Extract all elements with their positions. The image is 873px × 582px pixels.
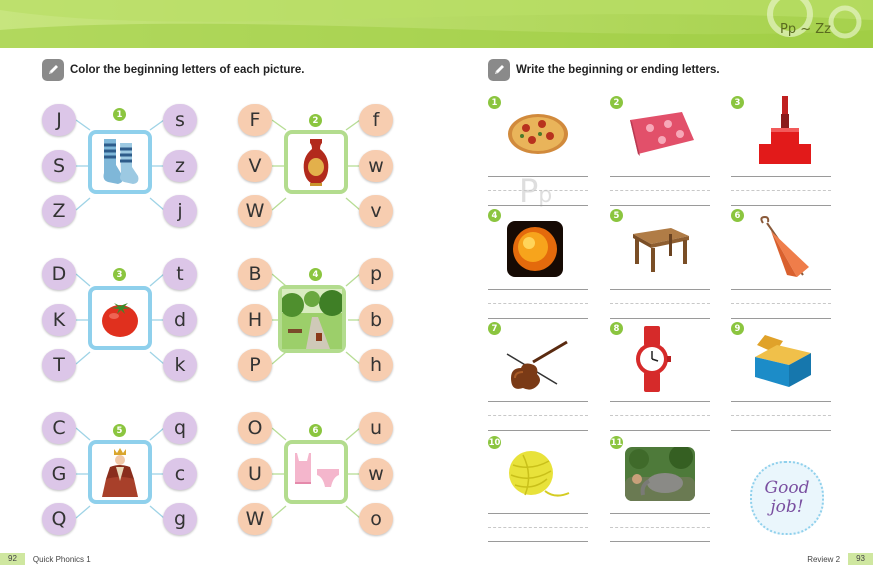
writing-guide	[731, 190, 831, 191]
letter-bubble[interactable]: P	[238, 349, 272, 381]
picture-frame-socks	[88, 130, 152, 194]
example-lower: p	[538, 183, 553, 208]
group-number: 1	[113, 108, 126, 121]
good-job-badge	[750, 461, 824, 535]
writing-line[interactable]	[488, 513, 588, 514]
writing-guide	[610, 415, 710, 416]
picture-watch	[630, 326, 674, 392]
writing-line[interactable]	[610, 513, 710, 514]
letter-bubble[interactable]: F	[238, 104, 272, 136]
picture-box	[748, 330, 814, 390]
item-number: 6	[731, 209, 744, 222]
watch-icon	[632, 326, 672, 392]
writing-line[interactable]	[731, 289, 831, 290]
picture-table	[626, 226, 692, 272]
right-instruction-text: Write the beginning or ending letters.	[516, 64, 720, 76]
picture-frame-park	[278, 285, 346, 353]
writing-guide	[731, 303, 831, 304]
letter-bubble[interactable]: d	[163, 304, 197, 336]
letter-bubble[interactable]: g	[163, 503, 197, 535]
picture-violin	[504, 336, 572, 390]
letter-bubble[interactable]: U	[238, 458, 272, 490]
letter-bubble[interactable]: D	[42, 258, 76, 290]
letter-bubble[interactable]: u	[359, 412, 393, 444]
item-number: 7	[488, 322, 501, 335]
footer-left	[0, 553, 91, 565]
sun-icon	[507, 221, 563, 277]
letter-bubble[interactable]: b	[359, 304, 393, 336]
letter-bubble[interactable]: S	[42, 150, 76, 182]
letter-bubble[interactable]: z	[163, 150, 197, 182]
item-number: 11	[610, 437, 623, 448]
underwear-icon	[291, 449, 341, 495]
letter-bubble[interactable]: o	[359, 503, 393, 535]
table-icon	[627, 226, 691, 272]
letter-bubble[interactable]: B	[238, 258, 272, 290]
badge-line-2: job!	[770, 497, 804, 517]
writing-line[interactable]	[610, 176, 710, 177]
letter-bubble[interactable]: h	[359, 349, 393, 381]
paint-roller-icon	[757, 96, 813, 166]
picture-roller	[756, 96, 814, 166]
item-number: 3	[731, 96, 744, 109]
letter-bubble[interactable]: Z	[42, 195, 76, 227]
writing-line[interactable]	[488, 541, 588, 542]
section-title: Review 2	[807, 554, 841, 564]
letter-bubble[interactable]: c	[163, 458, 197, 490]
letter-bubble[interactable]: w	[359, 458, 393, 490]
queen-icon	[98, 445, 142, 499]
writing-line[interactable]	[488, 318, 588, 319]
picture-yarn	[504, 446, 572, 504]
group-number: 5	[113, 424, 126, 437]
writing-guide	[610, 190, 710, 191]
socks-icon	[96, 137, 144, 187]
park-icon	[282, 289, 342, 349]
yarn-icon	[505, 447, 571, 503]
left-instruction-text: Color the beginning letters of each picture.	[70, 64, 305, 76]
vase-icon	[296, 137, 336, 187]
letter-bubble[interactable]: s	[163, 104, 197, 136]
writing-guide	[488, 190, 588, 191]
group-number: 4	[309, 268, 322, 281]
writing-guide	[488, 527, 588, 528]
letter-bubble[interactable]: W	[238, 503, 272, 535]
item-number: 1	[488, 96, 501, 109]
badge-line-1: Good	[764, 478, 810, 498]
item-number: 5	[610, 209, 623, 222]
book-title: Quick Phonics 1	[32, 554, 91, 564]
writing-line[interactable]	[610, 289, 710, 290]
letter-bubble[interactable]: j	[163, 195, 197, 227]
picture-zoo	[624, 446, 696, 502]
writing-line[interactable]	[488, 401, 588, 402]
letter-bubble[interactable]: t	[163, 258, 197, 290]
group-number: 6	[309, 424, 322, 437]
violin-icon	[505, 336, 571, 390]
picture-sun	[506, 220, 564, 278]
picture-frame-underwear	[284, 440, 348, 504]
item-number: 8	[610, 322, 623, 335]
writing-line[interactable]	[731, 176, 831, 177]
item-number: 9	[731, 322, 744, 335]
letter-bubble[interactable]: G	[42, 458, 76, 490]
zoo-icon	[625, 447, 695, 501]
writing-line[interactable]	[731, 401, 831, 402]
writing-line[interactable]	[610, 430, 710, 431]
writing-line[interactable]	[610, 401, 710, 402]
letter-bubble[interactable]: v	[359, 195, 393, 227]
letter-bubble[interactable]: f	[359, 104, 393, 136]
picture-frame-vase	[284, 130, 348, 194]
writing-guide	[488, 303, 588, 304]
picture-frame-tomato	[88, 286, 152, 350]
writing-guide	[610, 527, 710, 528]
letter-bubble[interactable]: Q	[42, 503, 76, 535]
picture-pizza	[504, 108, 572, 158]
letter-bubble[interactable]: H	[238, 304, 272, 336]
item-number: 10	[488, 437, 501, 448]
writing-line[interactable]	[610, 541, 710, 542]
picture-frame-queen	[88, 440, 152, 504]
letter-bubble[interactable]: q	[163, 412, 197, 444]
writing-line[interactable]	[731, 318, 831, 319]
writing-line[interactable]	[488, 289, 588, 290]
letter-bubble[interactable]: J	[42, 104, 76, 136]
item-number: 4	[488, 209, 501, 222]
tomato-icon	[98, 296, 142, 340]
letter-bubble[interactable]: T	[42, 349, 76, 381]
writing-line[interactable]	[731, 205, 831, 206]
writing-guide	[610, 303, 710, 304]
letter-bubble[interactable]: W	[238, 195, 272, 227]
banner-title: Pp ~ Zz	[780, 22, 831, 37]
writing-line[interactable]	[731, 430, 831, 431]
letter-bubble[interactable]: O	[238, 412, 272, 444]
writing-guide	[731, 415, 831, 416]
writing-line[interactable]	[610, 205, 710, 206]
picture-umbrella	[752, 214, 812, 282]
umbrella-icon	[753, 215, 811, 281]
page-number-right: 93	[848, 553, 873, 565]
writing-line[interactable]	[488, 176, 588, 177]
group-number: 2	[309, 114, 322, 127]
letter-bubble[interactable]: K	[42, 304, 76, 336]
letter-bubble[interactable]: k	[163, 349, 197, 381]
footer-right	[807, 553, 873, 565]
picture-quilt	[620, 108, 698, 160]
example-upper: P	[519, 172, 539, 210]
writing-guide	[488, 415, 588, 416]
item-number: 2	[610, 96, 623, 109]
letter-bubble[interactable]: w	[359, 150, 393, 182]
pizza-icon	[506, 110, 570, 156]
group-number: 3	[113, 268, 126, 281]
letter-bubble[interactable]: p	[359, 258, 393, 290]
page-number-left: 92	[0, 553, 25, 565]
letter-bubble[interactable]: V	[238, 150, 272, 182]
writing-line[interactable]	[610, 318, 710, 319]
writing-line[interactable]	[488, 205, 588, 206]
box-icon	[749, 331, 813, 389]
letter-bubble[interactable]: C	[42, 412, 76, 444]
writing-line[interactable]	[488, 430, 588, 431]
quilt-icon	[622, 110, 696, 158]
